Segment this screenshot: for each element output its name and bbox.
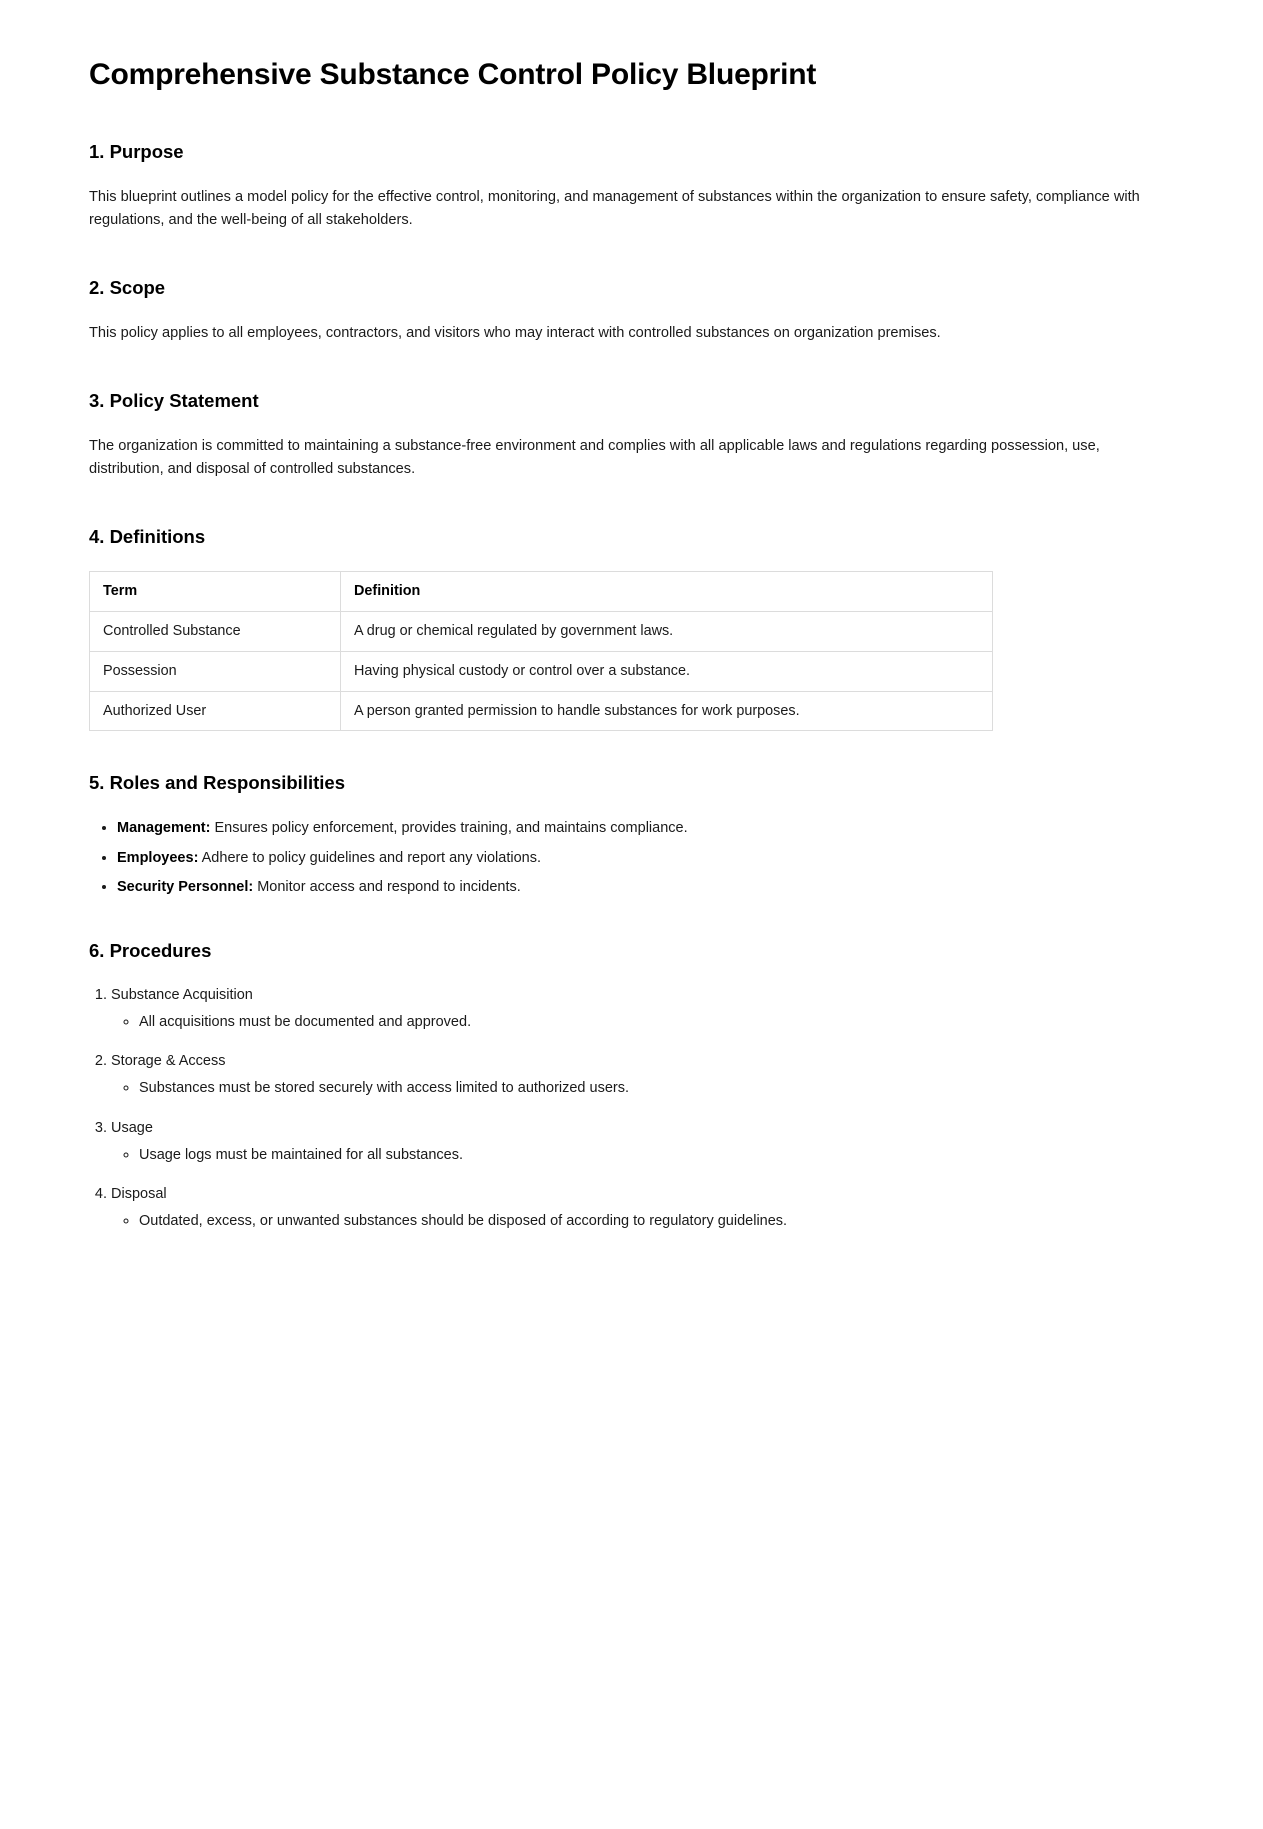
section-heading-purpose: 1. Purpose bbox=[89, 140, 184, 162]
section-spacer bbox=[89, 233, 1175, 276]
role-label: Management: bbox=[117, 820, 211, 837]
procedure-label: Usage bbox=[111, 1119, 153, 1136]
roles-list bbox=[89, 817, 1175, 898]
section-heading-policy-statement: 3. Policy Statement bbox=[89, 389, 259, 411]
table-row bbox=[90, 691, 993, 731]
list-item bbox=[117, 817, 1175, 839]
section-procedures bbox=[89, 939, 1175, 1233]
procedure-label: Disposal bbox=[111, 1186, 167, 1203]
table-body bbox=[90, 611, 993, 731]
table-row bbox=[90, 651, 993, 691]
list-item bbox=[117, 847, 1175, 869]
procedure-label: Storage & Access bbox=[111, 1053, 226, 1070]
column-header-term: Term bbox=[90, 571, 341, 611]
table-row bbox=[90, 611, 993, 651]
section-heading-scope: 2. Scope bbox=[89, 276, 166, 298]
role-label: Employees: bbox=[117, 849, 199, 866]
cell-term: Controlled Substance bbox=[90, 611, 341, 651]
role-detail: Ensures policy enforcement, provides training, and maintains compliance. bbox=[214, 820, 688, 837]
section-heading-procedures: 6. Procedures bbox=[89, 939, 212, 961]
section-roles-and-responsibilities bbox=[89, 771, 1175, 898]
section-definitions bbox=[89, 525, 1175, 732]
section-body-purpose: This blueprint outlines a model policy for the effective control, monitoring, and management of substances within the organization to ensure safety, compliance with regulations, and the well-being of all stakeholders. bbox=[89, 188, 1140, 229]
cell-definition: A person granted permission to handle substances for work purposes. bbox=[341, 691, 993, 731]
list-item bbox=[111, 1051, 1175, 1100]
column-header-definition: Definition bbox=[341, 571, 993, 611]
section-body-policy-statement: The organization is committed to maintaining a substance-free environment and complies with all applicable laws and regulations regarding possession, use, distribution, and disposal of controlled substances. bbox=[89, 437, 1100, 478]
section-spacer bbox=[89, 731, 1175, 771]
section-heading-roles: 5. Roles and Responsibilities bbox=[89, 772, 345, 794]
procedure-label: Substance Acquisition bbox=[111, 986, 253, 1003]
list-item bbox=[111, 1118, 1175, 1167]
definitions-table bbox=[89, 571, 993, 732]
section-body-scope: This policy applies to all employees, contractors, and visitors who may interact with controlled substances on organization premises. bbox=[89, 324, 941, 341]
table-header-row bbox=[90, 571, 993, 611]
list-item: ◦ Usage logs must be maintained for all substances. bbox=[139, 1145, 1175, 1167]
cell-term: Possession bbox=[90, 651, 341, 691]
section-spacer bbox=[89, 482, 1175, 525]
role-detail: Monitor access and respond to incidents. bbox=[257, 879, 521, 896]
procedure-sublist bbox=[111, 1145, 1175, 1167]
list-item bbox=[117, 876, 1175, 898]
procedures-list bbox=[89, 985, 1175, 1233]
cell-definition: Having physical custody or control over a substance. bbox=[341, 651, 993, 691]
list-item: ◦ Outdated, excess, or unwanted substances should be disposed of according to regulatory guidelines. bbox=[139, 1211, 1175, 1233]
procedure-sublist bbox=[111, 1078, 1175, 1100]
section-purpose bbox=[89, 140, 1175, 233]
table-header bbox=[90, 571, 993, 611]
section-spacer bbox=[89, 899, 1175, 939]
list-item: ◦ Substances must be stored securely with access limited to authorized users. bbox=[139, 1078, 1175, 1100]
section-heading-definitions: 4. Definitions bbox=[89, 525, 206, 547]
procedure-sublist bbox=[111, 1211, 1175, 1233]
cell-definition: A drug or chemical regulated by government laws. bbox=[341, 611, 993, 651]
role-label: Security Personnel: bbox=[117, 879, 254, 896]
procedure-sublist bbox=[111, 1012, 1175, 1034]
page-title: Comprehensive Substance Control Policy Blueprint bbox=[89, 58, 817, 91]
section-scope bbox=[89, 276, 1175, 346]
list-item bbox=[111, 1184, 1175, 1233]
section-spacer bbox=[89, 346, 1175, 389]
cell-term: Authorized User bbox=[90, 691, 341, 731]
list-item: ◦ All acquisitions must be documented and approved. bbox=[139, 1012, 1175, 1034]
list-item bbox=[111, 985, 1175, 1034]
role-detail: Adhere to policy guidelines and report any violations. bbox=[201, 849, 541, 866]
section-policy-statement bbox=[89, 389, 1175, 482]
